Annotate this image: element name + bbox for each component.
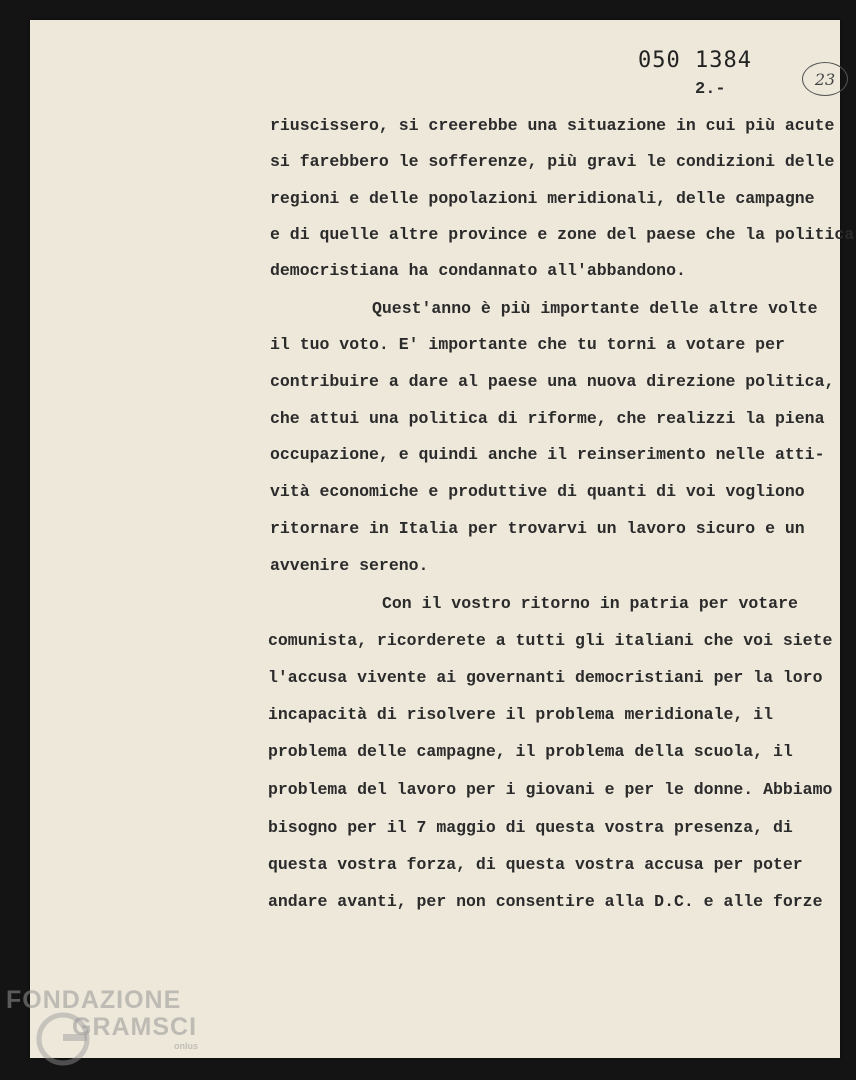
fondazione-gramsci-watermark [6,988,198,1051]
handwritten-page-number: 23 [802,62,848,96]
text-line: problema del lavoro per i giovani e per le donne. Abbiamo [268,780,833,799]
page-number: 2.- [695,80,726,99]
text-line: e di quelle altre province e zone del paese che la politica [270,225,855,244]
watermark-line3: onlus [174,1041,198,1051]
text-line: questa vostra forza, di questa vostra accusa per poter [268,855,803,874]
text-line: occupazione, e quindi anche il reinserimento nelle atti- [270,445,825,464]
text-line: si farebbero le sofferenze, più gravi le condizioni delle [270,152,835,171]
text-line: democristiana ha condannato all'abbandono. [270,261,686,280]
text-line: l'accusa vivente ai governanti democristiani per la loro [268,668,823,687]
text-line: vità economiche e produttive di quanti di voi vogliono [270,482,805,501]
text-line: andare avanti, per non consentire alla D.C. e alle forze [268,892,823,911]
text-line: Con il vostro ritorno in patria per votare [382,594,798,613]
text-line: problema delle campagne, il problema della scuola, il [268,742,793,761]
text-line: Quest'anno è più importante delle altre volte [372,299,818,318]
text-line: ritornare in Italia per trovarvi un lavoro sicuro e un [270,519,805,538]
text-line: il tuo voto. E' importante che tu torni a votare per [270,335,785,354]
text-line: che attui una politica di riforme, che realizzi la piena [270,409,825,428]
text-line: incapacità di risolvere il problema meridionale, il [268,705,773,724]
archive-number-stamp: 050 1384 [638,48,752,73]
text-line: contribuire a dare al paese una nuova direzione politica, [270,372,835,391]
text-line: comunista, ricorderete a tutti gli italiani che voi siete [268,631,833,650]
document-page [30,20,855,1058]
text-line: bisogno per il 7 maggio di questa vostra presenza, di [268,818,793,837]
text-line: avvenire sereno. [270,556,429,575]
watermark-line1: FONDAZIONE [6,986,182,1014]
watermark-line2: GRAMSCI [72,1013,198,1041]
text-line: regioni e delle popolazioni meridionali, delle campagne [270,189,815,208]
text-line: riuscissero, si creerebbe una situazione in cui più acute [270,116,835,135]
